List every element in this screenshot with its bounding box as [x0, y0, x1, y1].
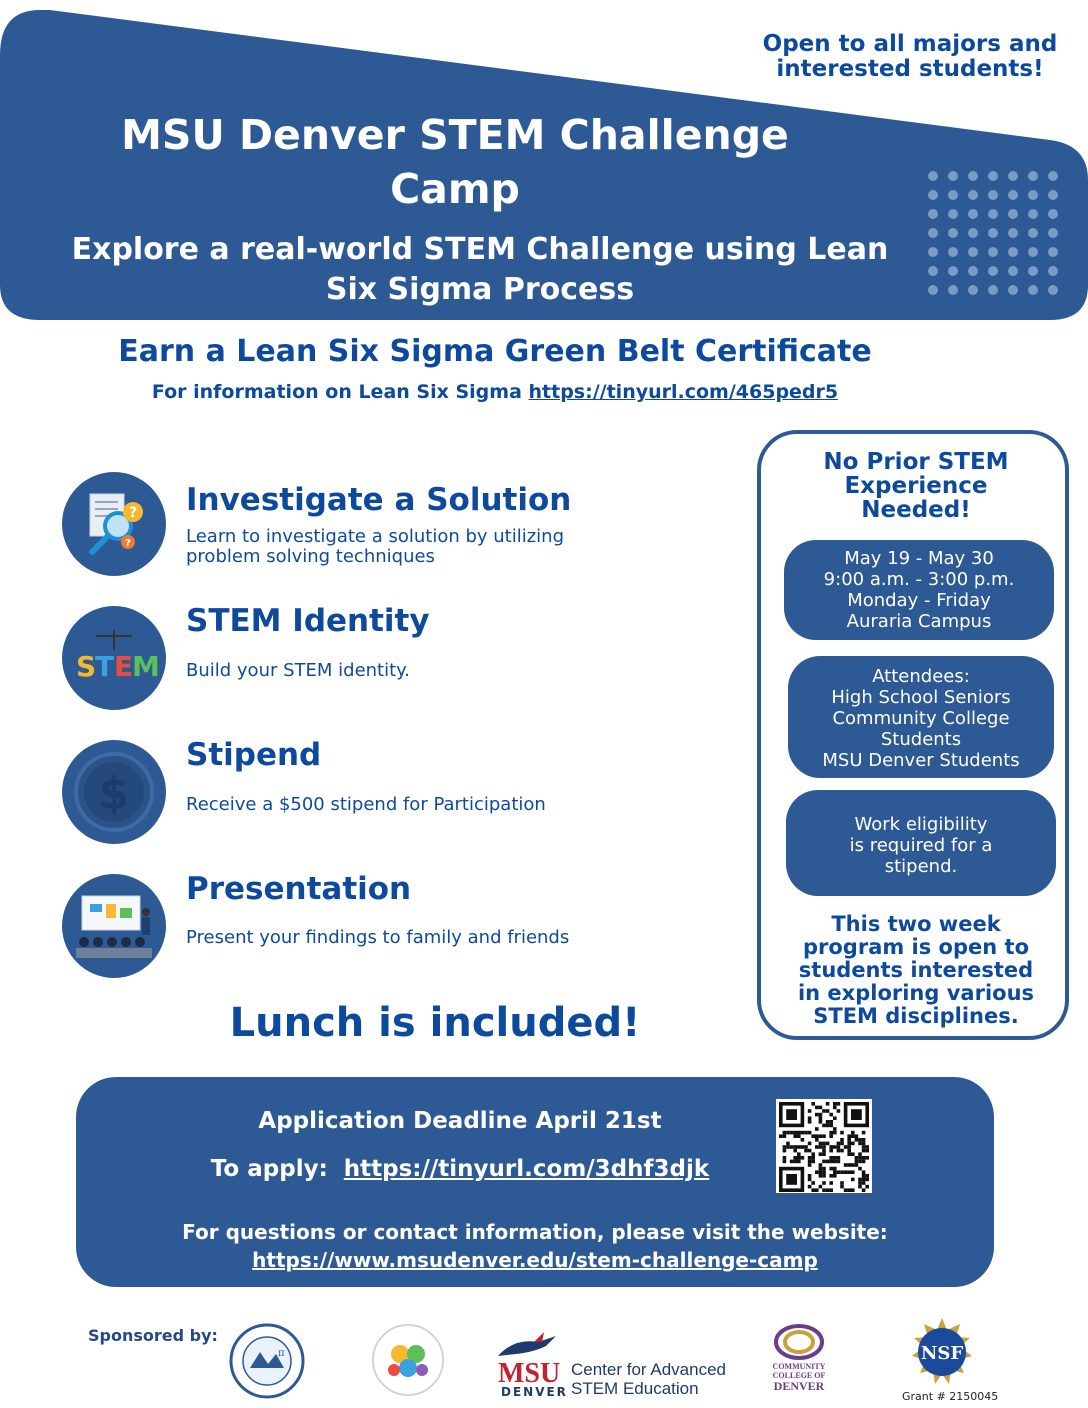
ccd-logo — [772, 1322, 826, 1362]
program-description: This two week program is open to students interested in exploring various STEM disciplines. — [797, 912, 1035, 1028]
decor-dot — [1008, 266, 1018, 276]
decor-dot — [948, 228, 958, 238]
decor-dot — [988, 171, 998, 181]
decor-dot — [988, 266, 998, 276]
magnifier-question-icon — [62, 472, 166, 576]
decor-dot — [1048, 209, 1058, 219]
decor-dot — [928, 228, 938, 238]
lean-six-sigma-info: For information on Lean Six Sigma https://tinyurl.com/465pedr5 — [151, 381, 839, 403]
lean-six-sigma-link[interactable]: https://tinyurl.com/465pedr5 — [528, 381, 839, 403]
decor-dot — [1028, 228, 1038, 238]
certificate-heading: Earn a Lean Six Sigma Green Belt Certificate — [118, 334, 872, 369]
decor-dot — [968, 266, 978, 276]
decor-dot — [1008, 209, 1018, 219]
decor-dot — [1008, 190, 1018, 200]
feature-desc-investigate: Learn to investigate a solution by utilizing problem solving techniques — [186, 526, 565, 567]
decor-dot — [1048, 247, 1058, 257]
feature-desc-stem-identity: Build your STEM identity. — [186, 660, 410, 681]
decor-dot — [968, 171, 978, 181]
decor-dot — [1028, 247, 1038, 257]
decor-dot — [928, 209, 938, 219]
decor-dot — [928, 266, 938, 276]
svg-text:E: E — [114, 650, 134, 683]
decor-dot — [948, 209, 958, 219]
decor-dot — [1028, 190, 1038, 200]
decor-dot — [948, 247, 958, 257]
decor-dot — [988, 285, 998, 295]
svg-text:T: T — [95, 650, 115, 683]
svg-text:M: M — [132, 650, 160, 683]
decor-dot — [988, 209, 998, 219]
attendees-pill: Attendees: High School Seniors Community College Students MSU Denver Students — [788, 656, 1054, 778]
page-title: MSU Denver STEM Challenge Camp — [121, 111, 789, 213]
feature-desc-presentation: Present your findings to family and friends — [186, 927, 570, 948]
decor-dot — [948, 266, 958, 276]
schedule-pill: May 19 - May 30 9:00 a.m. - 3:00 p.m. Monday - Friday Auraria Campus — [784, 540, 1054, 640]
msu-logo-text: MSU — [498, 1358, 561, 1389]
decor-dot — [928, 285, 938, 295]
qr-code[interactable] — [776, 1099, 872, 1193]
grant-number: Grant # 2150045 — [902, 1390, 999, 1403]
dollar-coin-icon — [62, 740, 166, 844]
identity-diversity-logo — [370, 1322, 446, 1398]
decor-dot — [928, 190, 938, 200]
center-advanced-stem-text: Center for Advanced STEM Education — [571, 1360, 726, 1398]
feature-title-investigate: Investigate a Solution — [186, 482, 572, 518]
application-deadline: Application Deadline April 21st — [258, 1108, 662, 1134]
presentation-audience-icon — [62, 874, 166, 978]
sponsored-by-label: Sponsored by: — [88, 1326, 218, 1345]
svg-text:π: π — [278, 1348, 285, 1359]
decor-dot — [948, 171, 958, 181]
decor-dot — [948, 285, 958, 295]
nsf-logo — [906, 1316, 978, 1388]
decor-dot — [968, 228, 978, 238]
contact-info: For questions or contact information, please visit the website: https://www.msudenver.edu/stem-challenge-camp — [182, 1220, 888, 1272]
decor-dot — [1048, 266, 1058, 276]
decor-dot — [1008, 228, 1018, 238]
stem-letters-icon — [62, 606, 166, 710]
lunch-note: Lunch is included! — [229, 1000, 641, 1046]
svg-text:?: ? — [128, 505, 138, 521]
eligibility-pill: Work eligibility is required for a stipend. — [786, 790, 1056, 896]
decor-dot — [1008, 171, 1018, 181]
stem-seal-logo — [228, 1322, 306, 1400]
no-experience-heading: No Prior STEM Experience Needed! — [823, 449, 1009, 523]
feature-title-presentation: Presentation — [186, 871, 412, 907]
decor-dot — [1028, 285, 1038, 295]
decor-dot — [968, 209, 978, 219]
decor-dot — [1048, 171, 1058, 181]
feature-title-stipend: Stipend — [186, 737, 322, 773]
decor-dot — [1028, 266, 1038, 276]
decor-dot — [988, 190, 998, 200]
feature-desc-stipend: Receive a $500 stipend for Participation — [186, 794, 546, 815]
decor-dot — [928, 171, 938, 181]
decor-dot — [1008, 285, 1018, 295]
svg-text:?: ? — [125, 538, 131, 549]
open-to-all-note: Open to all majors and interested students! — [762, 31, 1058, 82]
svg-text:S: S — [76, 650, 97, 683]
svg-text:NSF: NSF — [920, 1343, 964, 1364]
decor-dot — [1008, 247, 1018, 257]
ccd-logo-text: COMMUNITY COLLEGE OF DENVER — [772, 1362, 826, 1393]
decor-dot — [988, 228, 998, 238]
apply-line: To apply: https://tinyurl.com/3dhf3djk — [210, 1156, 710, 1182]
dot-grid-decoration — [925, 168, 1065, 298]
feature-title-stem-identity: STEM Identity — [186, 603, 430, 639]
decor-dot — [968, 190, 978, 200]
decor-dot — [1048, 190, 1058, 200]
decor-dot — [1028, 209, 1038, 219]
decor-dot — [1048, 285, 1058, 295]
decor-dot — [1048, 228, 1058, 238]
website-link[interactable]: https://www.msudenver.edu/stem-challenge-camp — [252, 1248, 818, 1272]
decor-dot — [988, 247, 998, 257]
decor-dot — [968, 285, 978, 295]
msu-denver-text: DENVER — [501, 1385, 568, 1399]
decor-dot — [948, 190, 958, 200]
page-subtitle: Explore a real-world STEM Challenge using Lean Six Sigma Process — [71, 232, 889, 307]
decor-dot — [928, 247, 938, 257]
apply-link[interactable]: https://tinyurl.com/3dhf3djk — [343, 1156, 710, 1182]
svg-text:$: $ — [98, 768, 130, 819]
decor-dot — [1028, 171, 1038, 181]
decor-dot — [968, 247, 978, 257]
